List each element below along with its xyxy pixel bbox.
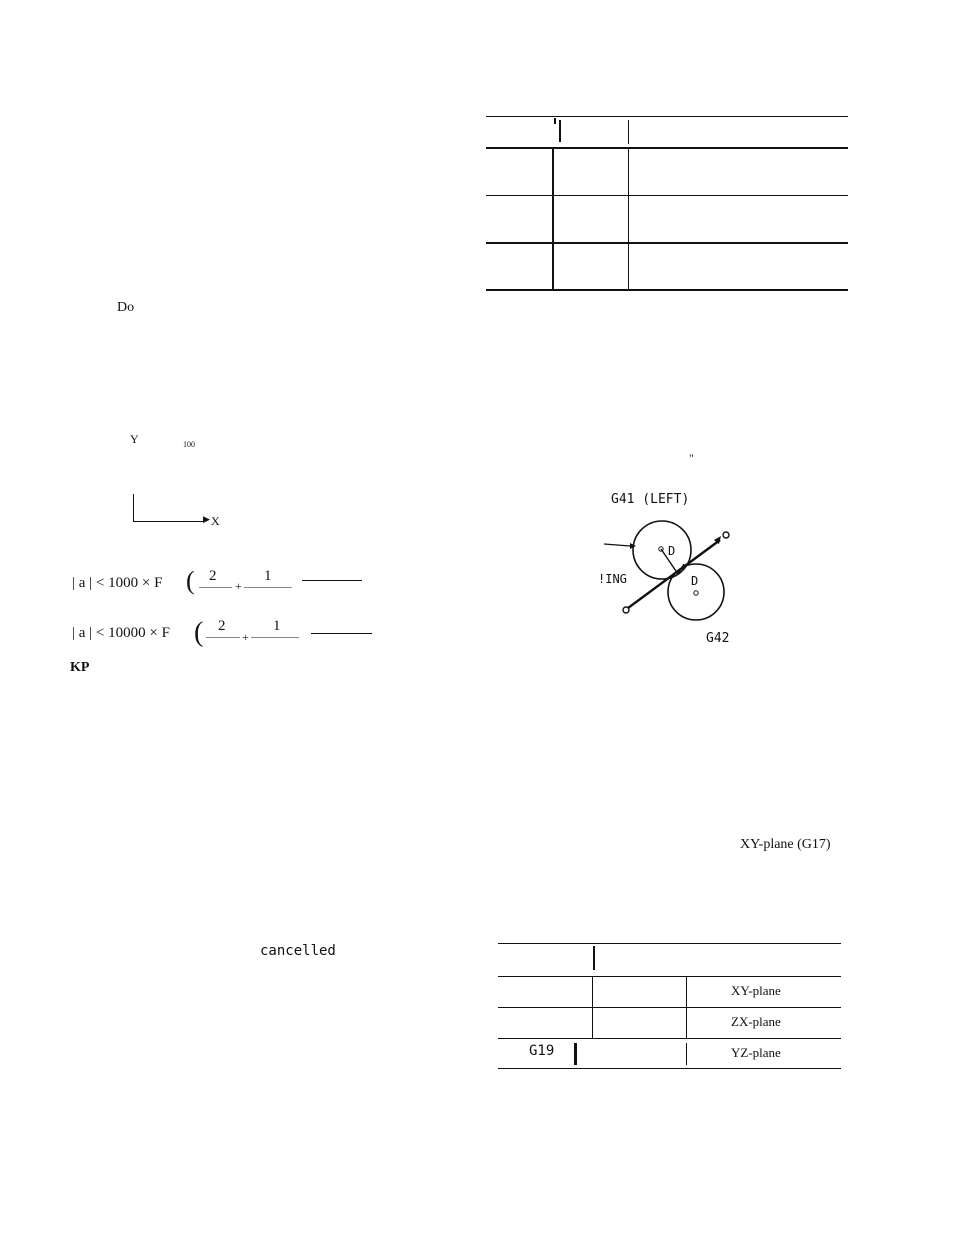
plane-table-g19-bar [574, 1043, 577, 1065]
plane-table-rule-bottom [498, 1068, 841, 1069]
plane-table-g19-bar-right [686, 1043, 687, 1065]
cancelled-text: cancelled [260, 943, 336, 959]
formula-2-frac-b [251, 637, 299, 638]
plane-table-header-divider [593, 946, 595, 970]
formula-1-num-a: 2 [209, 568, 217, 584]
d-label-1: D [668, 544, 676, 558]
formula-2-frac-a [206, 637, 240, 638]
plane-row-3-code: G19 [529, 1043, 555, 1059]
table-divider-header-tick [554, 118, 556, 124]
entry-line [604, 544, 630, 546]
formula-1-num-b: 1 [264, 568, 272, 584]
formula-1-plus: + [235, 579, 242, 593]
formula-1-frac-a [199, 587, 232, 588]
formula-2-num-a: 2 [218, 618, 226, 634]
table-rule-bottom [486, 289, 848, 291]
xy-plane-note: XY-plane (G17) [740, 837, 831, 852]
x-axis-line [133, 521, 205, 522]
ing-label: !ING [598, 572, 627, 586]
centre-point-2 [694, 591, 698, 595]
plane-table-rule-3 [498, 1038, 841, 1039]
plane-table-col-2 [686, 977, 687, 1038]
table-divider-header-1 [559, 120, 561, 142]
axis-y-label: Y [130, 432, 139, 446]
formula-2-paren: ( [194, 617, 204, 648]
end-point [723, 532, 729, 538]
table-divider-header-2 [628, 120, 629, 144]
plane-table-rule-2 [498, 1007, 841, 1008]
g41-label: G41 (LEFT) [611, 492, 690, 507]
plane-row-2-plane: ZX-plane [731, 1014, 781, 1029]
d-label-2: D [691, 574, 699, 588]
formula-2-plus: + [242, 630, 249, 644]
do-label: Do [117, 300, 135, 315]
formula-1-prefix: | a | < 1000 × F [72, 575, 163, 591]
plane-table-rule-1 [498, 976, 841, 977]
table-rule-2 [486, 195, 848, 196]
formula-1-trailing-rule [302, 580, 362, 581]
value-100-label: 100 [183, 440, 195, 449]
table-divider-col-1 [552, 149, 554, 290]
start-point [623, 607, 629, 613]
formula-2-num-b: 1 [273, 618, 281, 634]
g42-label: G42 [706, 631, 730, 646]
formula-2-trailing-rule [311, 633, 372, 634]
quote-mark: " [689, 451, 694, 465]
plane-row-3-plane: YZ-plane [731, 1045, 781, 1060]
x-axis-arrow-icon: ▶ [203, 514, 210, 524]
plane-row-1-plane: XY-plane [731, 983, 781, 998]
plane-table-rule-top [498, 943, 841, 944]
y-axis-line [133, 494, 134, 522]
table-rule-top [486, 116, 848, 117]
plane-table-col-1 [592, 977, 593, 1038]
formula-2-prefix: | a | < 10000 × F [72, 625, 170, 641]
formula-1-frac-b [244, 587, 292, 588]
table-divider-col-2 [628, 149, 629, 290]
kp-label: KP [70, 660, 90, 675]
table-rule-1 [486, 147, 848, 149]
formula-1-paren: ( [186, 566, 195, 595]
axis-x-label: X [211, 514, 220, 528]
table-rule-3 [486, 242, 848, 244]
